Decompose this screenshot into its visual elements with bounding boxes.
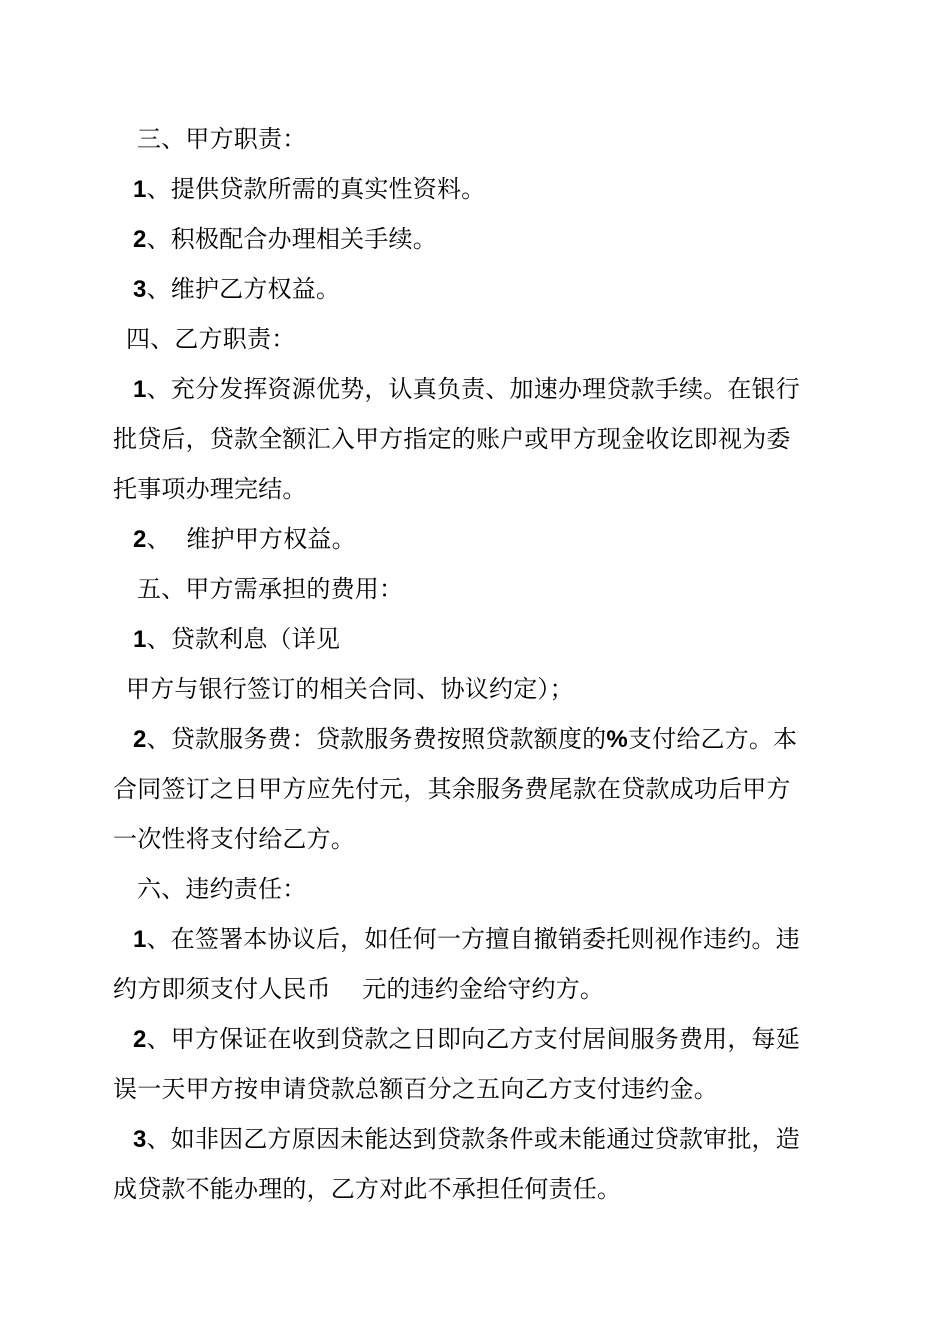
section-5-heading: 五、甲方需承担的费用： (137, 575, 404, 603)
section-3-heading: 三、甲方职责： (137, 125, 307, 153)
section-6-item-1-line-1: 1、在签署本协议后，如任何一方擅自撤销委托则视作违约。违 (133, 925, 800, 953)
section-6-heading: 六、违约责任： (137, 875, 307, 903)
section-6-item-2-line-2: 误一天甲方按申请贷款总额百分之五向乙方支付违约金。 (113, 1075, 718, 1103)
section-4-item-1-line-2: 批贷后，贷款全额汇入甲方指定的账户或甲方现金收讫即视为委 (113, 425, 791, 453)
section-6-item-1-line-2: 约方即须支付人民币 元的违约金给守约方。 (113, 975, 605, 1003)
section-6-item-3-line-2: 成贷款不能办理的，乙方对此不承担任何责任。 (113, 1175, 622, 1203)
section-4-item-2: 2、 维护甲方权益。 (133, 525, 356, 553)
section-5-item-2-line-2: 合同签订之日甲方应先付元，其余服务费尾款在贷款成功后甲方 (113, 775, 791, 803)
section-3-item-1: 1、提供贷款所需的真实性资料。 (133, 175, 486, 203)
section-5-item-1-line-1: 1、贷款利息（详见 (133, 625, 341, 653)
section-3-item-3: 3、维护乙方权益。 (133, 275, 341, 303)
section-4-item-1-line-1: 1、充分发挥资源优势，认真负责、加速办理贷款手续。在银行 (133, 375, 800, 403)
section-4-item-1-line-3: 托事项办理完结。 (113, 475, 307, 503)
section-4-heading: 四、乙方职责： (126, 325, 296, 353)
section-6-item-3-line-1: 3、如非因乙方原因未能达到贷款条件或未能通过贷款审批，造 (133, 1125, 800, 1153)
section-5-item-2-line-3: 一次性将支付给乙方。 (113, 825, 355, 853)
section-5-item-1-line-2: 甲方与银行签订的相关合同、协议约定）； (126, 675, 574, 703)
section-5-item-2-line-1: 2、贷款服务费：贷款服务费按照贷款额度的%支付给乙方。本 (133, 725, 798, 753)
section-3-item-2: 2、积极配合办理相关手续。 (133, 225, 437, 253)
section-6-item-2-line-1: 2、甲方保证在收到贷款之日即向乙方支付居间服务费用，每延 (133, 1025, 800, 1053)
